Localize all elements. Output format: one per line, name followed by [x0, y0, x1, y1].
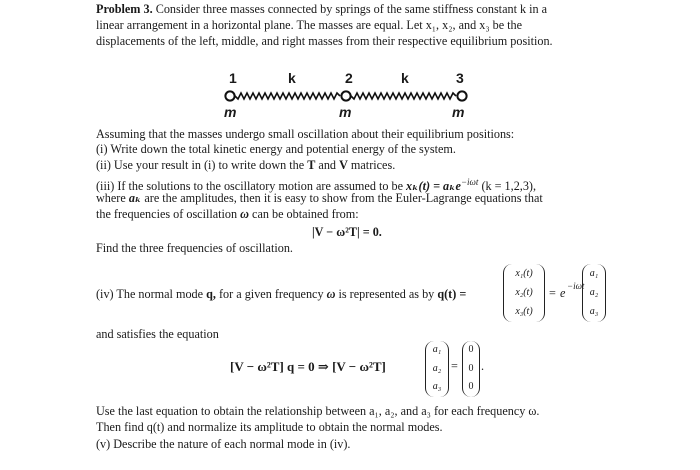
solution-equation: xₖ(t) = aₖe: [406, 179, 461, 194]
omega-symbol: ω: [240, 207, 249, 221]
item-iv-omega: ω: [326, 287, 336, 301]
item-v: (v) Describe the nature of each normal mode in (iv).: [96, 437, 351, 451]
problem-heading: Problem 3.: [96, 2, 153, 16]
item-iii-line2: [96, 191, 543, 206]
item-iii-line2-text: are the amplitudes, then it is easy to show from the Euler-Lagrange equations that: [144, 191, 543, 205]
mass-3-circle: [457, 91, 466, 100]
item-ii: [96, 158, 395, 173]
item-i: (i) Write down the total kinetic energy and potential energy of the system.: [96, 142, 456, 156]
mass-label-2: m: [339, 104, 352, 120]
mass-1-circle: [225, 91, 234, 100]
x1-entry: x₁(t): [515, 268, 533, 279]
amplitude-symbol: aₖ: [128, 191, 142, 205]
figure-label-1: 1: [229, 70, 237, 86]
a2-entry: a₂: [589, 287, 599, 298]
item-iii-line3: [96, 207, 359, 222]
item-iii-line3-text: the frequencies of oscillation: [96, 207, 238, 221]
spring-1: [235, 93, 340, 99]
figure-label-3: 3: [456, 70, 464, 86]
item-ii-text: (ii) Use your result in (i) to write down the: [96, 158, 305, 172]
a-vector: [582, 264, 606, 322]
satisfies-text: and satisfies the equation: [96, 327, 219, 341]
figure-label-2: 2: [345, 70, 353, 86]
item-iii-line3-post: can be obtained from:: [252, 207, 359, 221]
matrix-T-label: T: [307, 158, 316, 172]
q-of-t-lhs: q(t) =: [437, 287, 467, 301]
normal-mode-q: q,: [206, 287, 216, 301]
intro-text-1: Consider three masses connected by springs of the same stiffness constant k in a: [155, 2, 548, 16]
eq-a1-entry: a₁: [432, 344, 442, 355]
spring-2: [351, 93, 456, 99]
zero-1: 0: [468, 344, 474, 355]
a1-entry: a₁: [589, 268, 599, 279]
mass-label-1: m: [224, 104, 237, 120]
item-iv-text: (iv) The normal mode: [96, 287, 204, 301]
item-iv: [96, 287, 466, 302]
zero-2: 0: [468, 362, 474, 374]
item-iii-post: (k = 1,2,3),: [481, 179, 537, 194]
spring-chain-graphic: [222, 88, 472, 104]
mass-label-3: m: [452, 104, 465, 120]
intro-line-1: [96, 2, 547, 17]
exp-superscript: −iωt: [567, 281, 585, 291]
matrix-V-label: V: [339, 158, 348, 172]
zero-vector: [462, 341, 480, 397]
last-line-1: Use the last equation to obtain the relationship between a₁, a₂, and a₃ for each frequency ω.: [96, 404, 540, 418]
item-iii-text: (iii) If the solutions to the oscillatory motion are assumed to be: [96, 179, 403, 194]
x-vector: [503, 264, 545, 322]
eq-a-vector: [425, 341, 449, 397]
zero-3: 0: [468, 381, 474, 392]
item-ii-and: and: [318, 158, 337, 172]
item-ii-post: matrices.: [350, 158, 396, 172]
eq-equals: =: [451, 359, 458, 373]
determinant-equation: |V − ω²T| = 0.: [312, 225, 382, 239]
intro-line-3: displacements of the left, middle, and right masses from their respective equilibrium position.: [96, 34, 553, 48]
solution-exponent: −iωt: [460, 177, 479, 187]
assumption-text: Assuming that the masses undergo small oscillation about their equilibrium positions:: [96, 127, 515, 141]
item-iv-post: is represented as by: [338, 287, 435, 301]
last-line-2: Then find q(t) and normalize its amplitude to obtain the normal modes.: [96, 420, 443, 434]
item-iv-mid: for a given frequency: [219, 287, 324, 301]
x2-entry: x₂(t): [515, 287, 533, 298]
a3-entry: a₃: [589, 306, 599, 317]
eq-a2-entry: a₂: [432, 362, 442, 374]
eigen-equation: [V − ω²T] q = 0 ⇒ [V − ω²T]: [230, 359, 386, 374]
exp-base: e: [560, 286, 566, 300]
x3-entry: x₃(t): [515, 306, 533, 317]
eq-period: .: [481, 359, 485, 373]
eq-a3-entry: a₃: [432, 381, 442, 392]
find-frequencies: Find the three frequencies of oscillation.: [96, 241, 293, 255]
vector-equals: =: [549, 286, 556, 300]
item-iii-where: where: [96, 191, 126, 205]
figure-label-k1: k: [288, 70, 296, 86]
figure-label-k2: k: [401, 70, 409, 86]
mass-2-circle: [341, 91, 350, 100]
intro-line-2: linear arrangement in a horizontal plane. The masses are equal. Let x₁, x₂, and x₃ be the: [96, 18, 523, 32]
